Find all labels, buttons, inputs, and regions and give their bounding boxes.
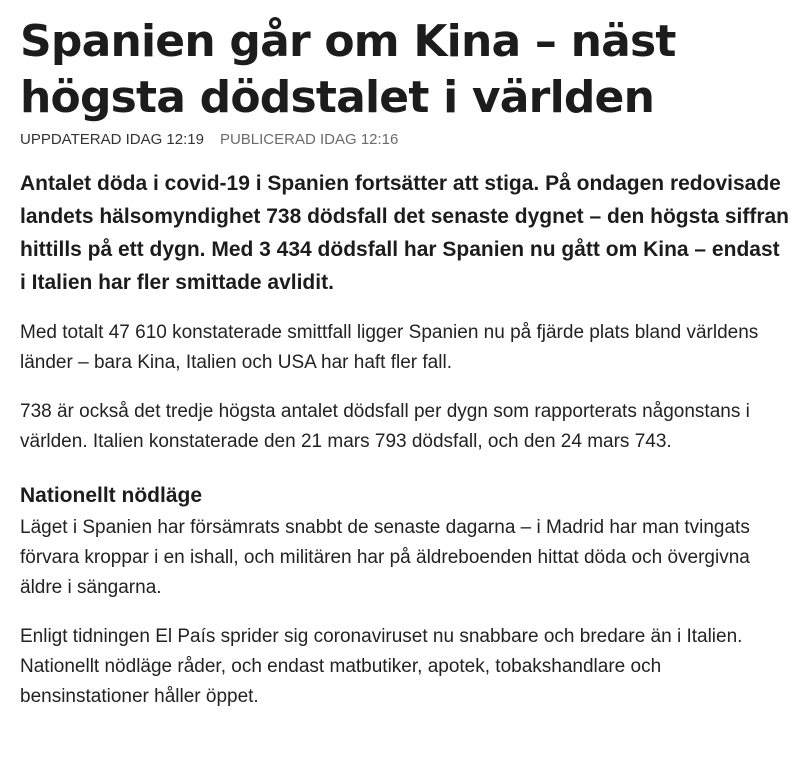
published-timestamp: PUBLICERAD IDAG 12:16 (219, 131, 399, 148)
article-paragraph-3: Läget i Spanien har försämrats snabbt de senaste dagarna – i Madrid har man tvingats förvara kroppar i en ishall, och militären har på äldreboenden hittat döda och övergivna äldre i sängarna. (20, 517, 750, 598)
article-paragraph-4: Enligt tidningen El País sprider sig coronaviruset nu snabbare och bredare än i Italien. Nationellt nödläge råder, och endast matbutiker, apotek, tobakshandlare och bensinstationer håller öppet. (20, 626, 743, 707)
updated-timestamp: UPPDATERAD IDAG 12:19 (20, 131, 204, 148)
article-paragraph-1: Med totalt 47 610 konstaterade smittfall ligger Spanien nu på fjärde plats bland världens länder – bara Kina, Italien och USA har haft fler fall. (20, 322, 759, 373)
article-subheading: Nationellt nödläge (20, 484, 203, 507)
headline-line-1: Spanien går om Kina – näst (20, 16, 676, 67)
article-headline (20, 14, 789, 126)
article-lead: Antalet döda i covid-19 i Spanien fortsätter att stiga. På ondagen redovisade landets hälsomyndighet 738 dödsfall det senaste dygnet – den högsta siffran hittills på ett dygn. Med 3 434 dödsfall har Spanien nu gått om Kina – endast i Italien har fler smittade avlidit. (20, 172, 790, 294)
article-paragraph-2: 738 är också det tredje högsta antalet dödsfall per dygn som rapporterats någonstans i världen. Italien konstaterade den 21 mars 793 dödsfall, och den 24 mars 743. (20, 401, 750, 452)
article-meta (20, 130, 789, 150)
headline-line-2: högsta dödstalet i världen (20, 72, 655, 123)
